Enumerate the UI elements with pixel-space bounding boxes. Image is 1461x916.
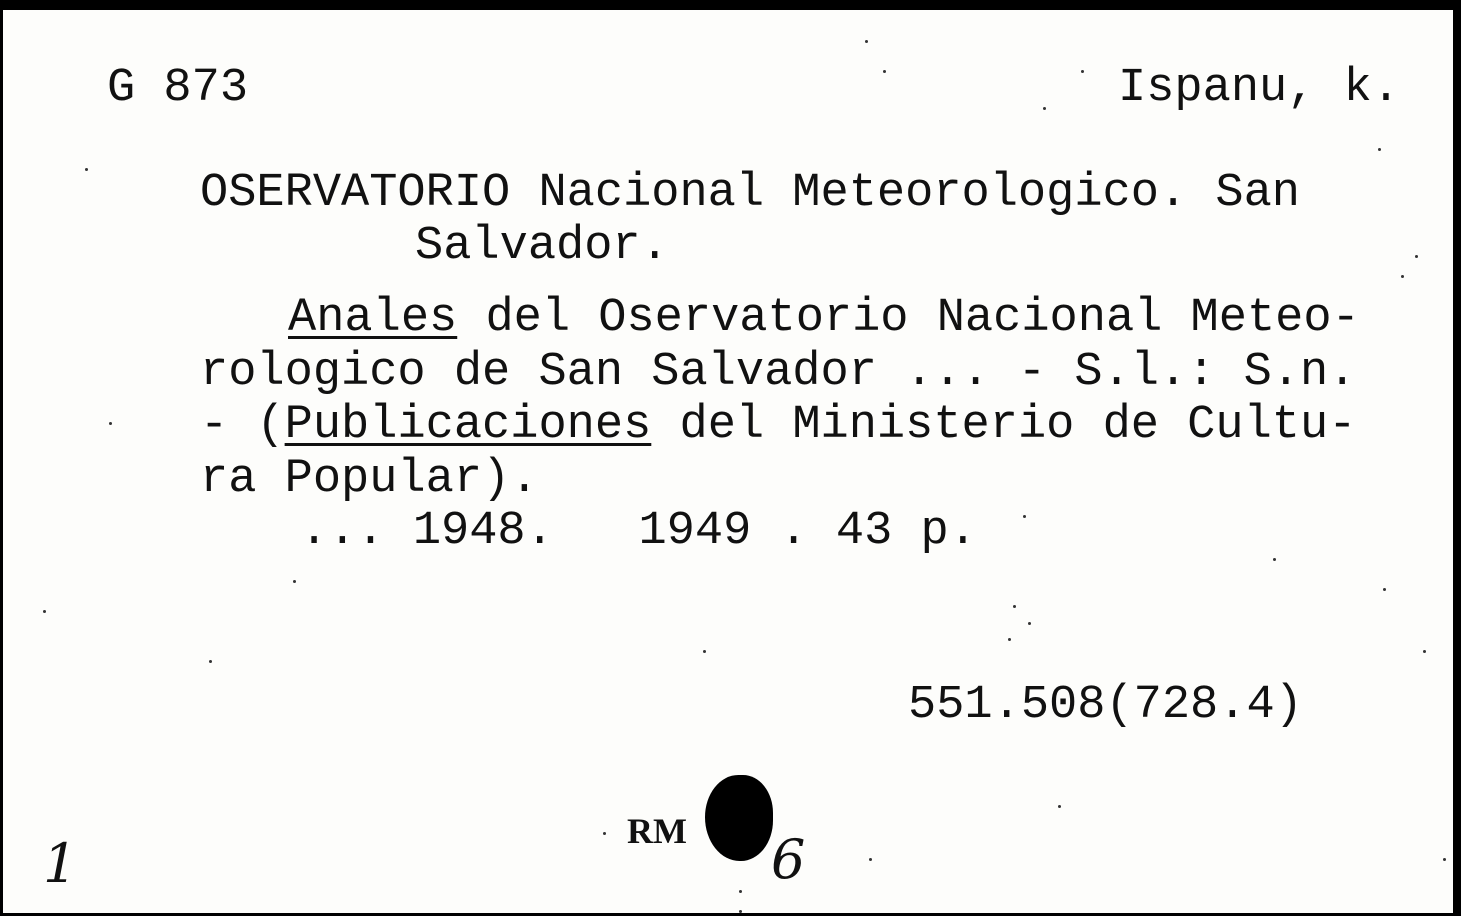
corporate-heading-line1: OSERVATORIO Nacional Meteorologico. San [200, 167, 1300, 220]
title-line2: rologico de San Salvador ... - S.l.: S.n. [200, 346, 1357, 399]
speck [1378, 148, 1381, 151]
stamp-initials: RM [627, 811, 687, 851]
series-line3 [200, 399, 1357, 452]
series-prefix: - ( [200, 399, 285, 452]
speck [1023, 515, 1026, 518]
speck [703, 650, 706, 653]
speck [869, 858, 872, 861]
speck [109, 422, 112, 425]
speck [1028, 622, 1031, 625]
holdings-line: ... 1948. 1949 . 43 p. [300, 505, 977, 558]
corporate-heading-line2: Salvador. [415, 220, 669, 273]
speck [1423, 650, 1426, 653]
speck [603, 832, 606, 835]
series-line4: ra Popular). [200, 453, 539, 506]
speck [883, 70, 886, 73]
title-line1-rest: del Oservatorio Nacional Meteo- [457, 292, 1360, 345]
speck [1058, 805, 1061, 808]
speck [865, 40, 868, 43]
series-line3-rest: del Ministerio de Cultu- [651, 399, 1357, 452]
speck [1008, 638, 1011, 641]
speck [1443, 858, 1446, 861]
speck [739, 910, 742, 913]
series-word: Publicaciones [284, 399, 652, 452]
speck [739, 890, 742, 893]
speck [1401, 275, 1404, 278]
speck [43, 610, 46, 613]
speck [1043, 107, 1046, 110]
speck [293, 580, 296, 583]
author-heading: Ispanu, k. [1118, 62, 1401, 115]
handwritten-number-left: 1 [43, 832, 78, 895]
speck [209, 660, 212, 663]
speck [1013, 605, 1016, 608]
speck [1383, 588, 1386, 591]
speck [85, 168, 88, 171]
speck [1081, 70, 1084, 73]
handwritten-number-right: 6 [771, 828, 806, 891]
call-number: G 873 [107, 62, 249, 115]
speck [1415, 255, 1418, 258]
title-word: Anales [288, 292, 458, 345]
classification-number: 551.508(728.4) [908, 679, 1303, 732]
speck [1273, 558, 1276, 561]
ink-blot [705, 775, 773, 861]
title-line1 [288, 292, 1360, 345]
